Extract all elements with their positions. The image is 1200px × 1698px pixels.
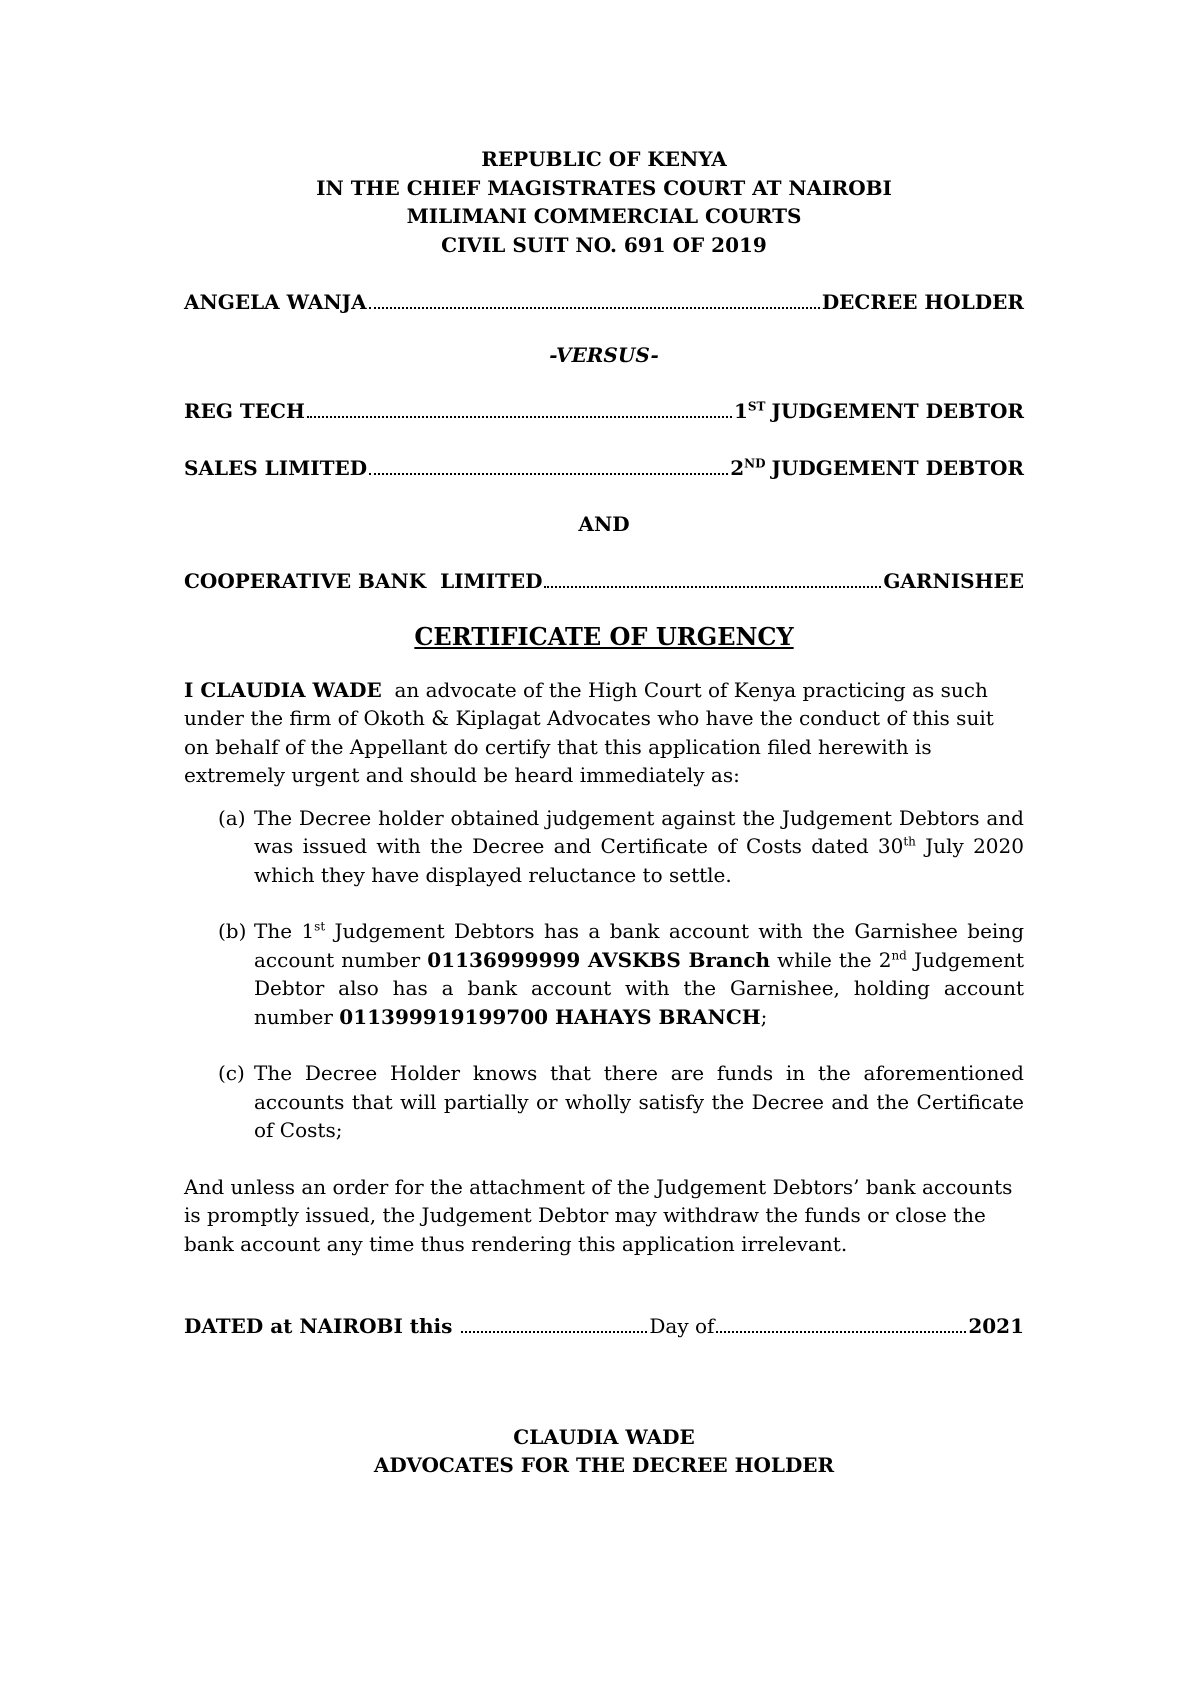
heading-court: IN THE CHIEF MAGISTRATES COURT AT NAIROBI: [316, 175, 892, 200]
debtor-1-name: REG TECH: [184, 399, 305, 423]
leader-dots: [307, 398, 732, 418]
debtor-2-role: JUDGEMENT DEBTOR: [771, 455, 1024, 480]
dated-prefix: DATED at NAIROBI this: [184, 1314, 460, 1338]
list-marker-a: (a): [218, 805, 246, 830]
grounds-list: [184, 804, 1024, 1145]
advocate-name: I CLAUDIA WADE: [184, 677, 382, 702]
party-debtor-1: [184, 397, 1024, 426]
debtor-2-name: SALES LIMITED: [184, 455, 368, 480]
day-blank: [461, 1313, 647, 1333]
garnishee-role: GARNISHEE: [883, 568, 1024, 593]
decree-holder-role: DECREE HOLDER: [821, 290, 1024, 314]
party-garnishee: [184, 567, 1024, 596]
document-title: CERTIFICATE OF URGENCY: [414, 622, 794, 651]
dated-line: [184, 1312, 1024, 1341]
heading-suit-number: CIVIL SUIT NO. 691 OF 2019: [441, 232, 767, 257]
closing-paragraph: And unless an order for the attachment of the Judgement Debtors’ bank accounts is promptly issued, the Judgement Debtor may withdraw the funds or close the bank account any time thus rendering this application irrelevant.: [184, 1174, 1013, 1256]
ground-c-text: The Decree Holder knows that there are funds in the aforementioned accounts that will partially or wholly satisfy the Decree and the Certificate of Costs;: [254, 1061, 1024, 1142]
heading-republic: REPUBLIC OF KENYA: [481, 147, 727, 171]
heading-division: MILIMANI COMMERCIAL COURTS: [406, 204, 802, 228]
leader-dots: [369, 289, 820, 309]
debtor-2-ordinal: 2ND: [730, 455, 766, 480]
debtor-1-role: JUDGEMENT DEBTOR: [771, 399, 1024, 423]
intro-text: an advocate of the High Court of Kenya practicing as such under the firm of Okoth & Kiplagat Advocates who have the conduct of this suit on behalf of the Appellant do certify that this application filed herewith is extremely urgent and should be heard immediately as:: [184, 677, 1001, 787]
and-label: AND: [578, 512, 630, 536]
account-number-1: 01136999999 AVSKBS Branch: [427, 947, 771, 972]
party-debtor-2: [184, 454, 1024, 483]
leader-dots: [544, 568, 881, 588]
versus-label: -VERSUS-: [549, 342, 659, 367]
list-item: [184, 804, 1024, 890]
party-decree-holder: [184, 288, 1024, 317]
decree-holder-name: ANGELA WANJA: [184, 290, 367, 314]
list-item: [184, 917, 1024, 1031]
signatory-role: ADVOCATES FOR THE DECREE HOLDER: [373, 1453, 835, 1477]
debtor-1-ordinal: 1ST: [733, 399, 766, 423]
day-of-label: Day of: [649, 1314, 715, 1338]
list-marker-c: (c): [218, 1061, 245, 1085]
list-marker-b: (b): [218, 919, 247, 943]
signature-block: [184, 1423, 1024, 1480]
month-blank: [716, 1313, 966, 1333]
ground-a-text: The Decree holder obtained judgement against the Judgement Debtors and was issued with the Decree and Certificate of Costs dated 30th July 2020 which they have displayed reluctance to settle.: [254, 805, 1024, 887]
intro-paragraph: [184, 676, 1024, 790]
account-number-2: 011399919199700 HAHAYS BRANCH: [339, 1004, 761, 1029]
signatory-name: CLAUDIA WADE: [513, 1424, 695, 1449]
garnishee-name: COOPERATIVE BANK LIMITED: [184, 568, 543, 593]
ground-b-text: The 1st Judgement Debtors has a bank account with the Garnishee being account number 01136999999 AVSKBS Branch while the 2nd Judgement Debtor also has a bank account with the Garnishee, holding account number 011399919199700 HAHAYS BRANCH;: [254, 919, 1025, 1029]
list-item: [184, 1059, 1024, 1145]
court-heading: [184, 145, 1024, 259]
document-page: [184, 145, 1024, 1480]
dated-year: 2021: [968, 1314, 1024, 1338]
leader-dots: [369, 455, 728, 475]
